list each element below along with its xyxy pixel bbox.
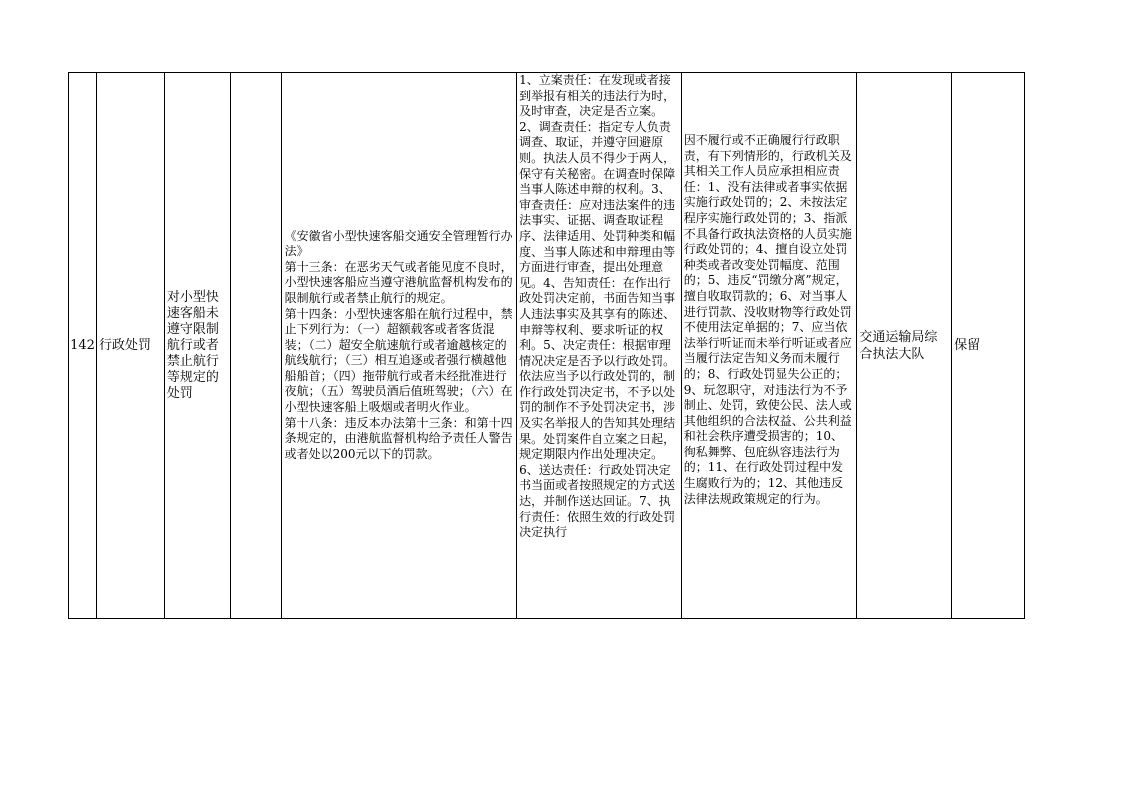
power-category: 行政处罚 [98,337,151,353]
legal-basis-cell [282,73,518,618]
sub-item-cell [231,73,282,618]
responsibility-text: 1、立案责任：在发现或者接到举报有相关的违法行为时，及时审查，决定是否立案。2、调查责任：指定专人负责调查、取证，并遵守回避原则。执法人员不得少于两人，保守有关秘密。在调查时保障当事人陈述申辩的权利。3、审查责任：应对违法案件的违法事实、证据、调查取证程序、法律适用、处罚种类和幅度、当事人陈述和申辩理由等方面进行审查，提出处理意见。4、告知责任：在作出行政处罚决定前，书面告知当事人违法事实及其享有的陈述、申辩等权利、要求听证的权利。5、决定责任：根据审理情况决定是否予以行政处罚。依法应当予以行政处罚的，制作行政处罚决定书，不予以处罚的制作不予处罚决定书，涉及实名举报人的告知其处理结果。处罚案件自立案之日起，规定期限内作出处理决定。 6、送达责任：行政处罚决定书当面或者按照规定的方式送达，并制作送达回证。7、执行责任：依照生效的行政处罚决定执行 [519,73,676,540]
category-cell [97,73,165,618]
item-name-cell [165,73,231,618]
status-text: 保留 [954,337,981,353]
accountability-cell [682,73,858,618]
legal-basis-text: 《安徽省小型快速客船交通安全管理暂行办法》 第十三条：在恶劣天气或者能见度不良时，小型快速客船应当遵守港航监督机构发布的限制航行或者禁止航行的规定。 第十四条：小型快速客船在航行过程中，禁止下列行为：（一）超额载客或者客货混装；（二）超安全航速航行或者逾越核定的航线航行；（三）相互追逐或者强行横越他船船首；（四）拖带航行或者未经批准进行夜航；（五）驾驶员酒后值班驾驶；（六）在小型快速客船上吸烟或者明火作业。 第十八条：违反本办法第十三条：和第十四条规定的，由港航监督机构给予责任人警告或者处以200元以下的罚款。 [284,228,513,461]
accountability-text: 因不履行或不正确履行行政职责，有下列情形的，行政机关及其相关工作人员应承担相应责任：1、没有法律或者事实依据实施行政处罚的；2、未按法定程序实施行政处罚的；3、指派不具备行政执法资格的人员实施行政处罚的；4、擅自设立处罚种类或者改变处罚幅度、范围的；5、违反“罚缴分离”规定，擅自收取罚款的；6、对当事人进行罚款、没收财物等行政处罚不使用法定单据的；7、应当依法举行听证而未举行听证或者应当履行法定告知义务而未履行的；8、行政处罚显失公正的；9、玩忽职守，对违法行为不予制止、处罚，致使公民、法人或其他组织的合法权益、公共利益和社会秩序遭受损害的；10、徇私舞弊、包庇纵容违法行为的；11、在行政处罚过程中发生腐败行为的；12、其他违反法律法规政策规定的行为。 [683,133,852,506]
responsibility-cell [517,73,682,618]
responsible-department: 交通运输局综合执法大队 [859,329,938,362]
row-number-cell [69,73,97,618]
item-name: 对小型快速客船未遵守限制航行或者禁止航行等规定的处罚 [166,289,219,401]
row-number: 142 [70,337,95,353]
status-cell [952,73,1024,618]
power-list-table [68,72,1025,619]
department-cell [857,73,952,618]
